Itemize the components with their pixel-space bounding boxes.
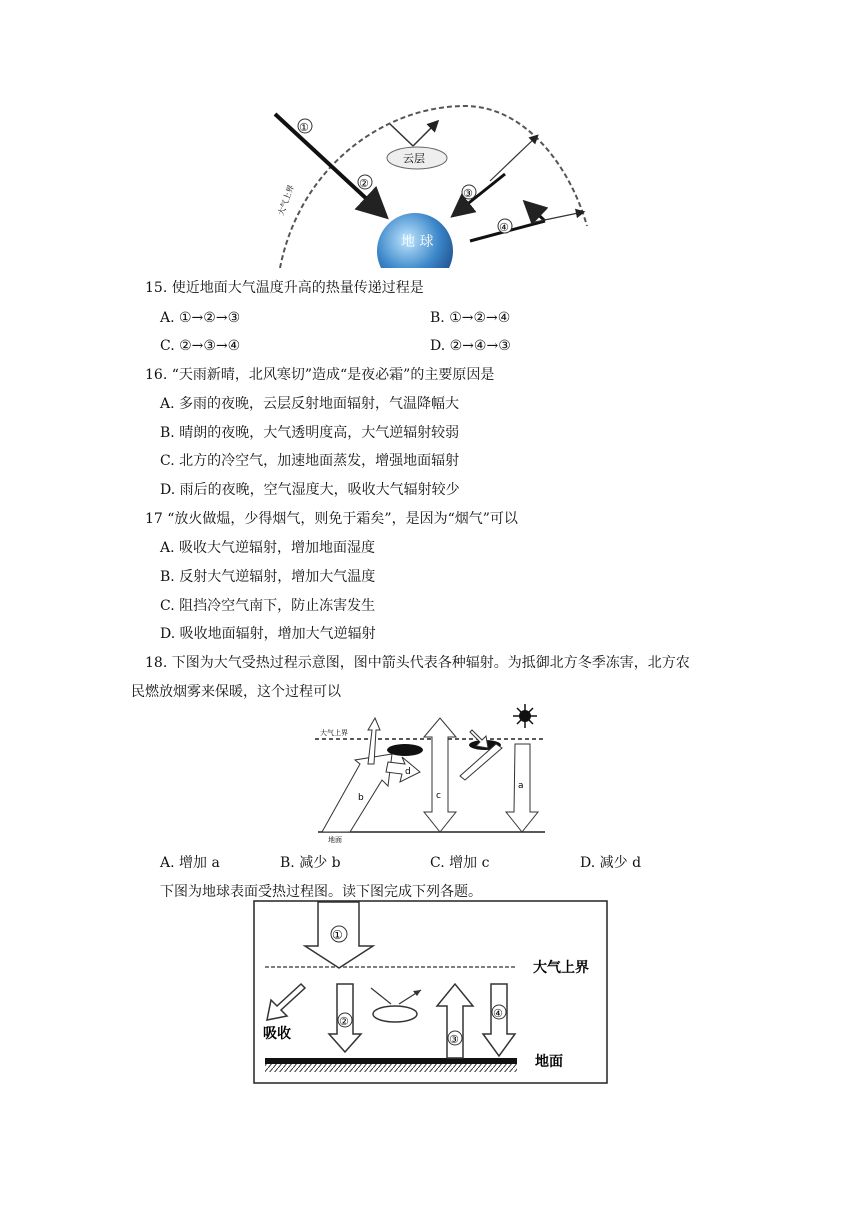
q16-option-b[interactable]: B. 晴朗的夜晚，大气透明度高，大气逆辐射较弱 — [160, 425, 460, 441]
arrow-c — [424, 718, 456, 832]
q16-stem: 16. “天雨新晴，北风寒切”造成“是夜必霜”的主要原因是 — [145, 367, 495, 383]
q17-option-b[interactable]: B. 反射大气逆辐射，增加大气温度 — [160, 569, 376, 585]
ground-label: 地面 — [535, 1054, 563, 1070]
q18-option-a[interactable]: A. 增加 a — [160, 855, 220, 871]
label-b: b — [358, 793, 364, 803]
earth-label: 地 球 — [401, 234, 434, 250]
label-4: ④ — [499, 221, 509, 234]
label-1: ① — [332, 928, 343, 942]
label-3: ③ — [449, 1033, 459, 1046]
q18-stem-line1: 18. 下图为大气受热过程示意图，图中箭头代表各种辐射。为抵御北方冬季冻害，北方农 — [145, 655, 690, 671]
cloud-label: 云层 — [403, 152, 425, 165]
label-a: a — [518, 781, 524, 791]
label-2: ② — [339, 1015, 349, 1028]
ground-bar — [265, 1058, 517, 1064]
boundary-label: 大气上界 — [533, 960, 589, 976]
cloud — [373, 1006, 417, 1022]
boundary-label: 大气上界 — [276, 183, 296, 217]
label-3: ③ — [463, 187, 473, 200]
q18-option-c[interactable]: C. 增加 c — [430, 855, 490, 871]
ground-hatch — [265, 1064, 517, 1072]
figure-heating-diagram-1 — [265, 96, 595, 268]
q17-option-a[interactable]: A. 吸收大气逆辐射，增加地面湿度 — [160, 540, 376, 556]
q15-option-a[interactable]: A. ①→②→③ — [160, 310, 241, 326]
q17-option-d[interactable]: D. 吸收地面辐射，增加大气逆辐射 — [160, 626, 376, 642]
sun-icon — [513, 704, 537, 728]
q18-option-b[interactable]: B. 减少 b — [280, 855, 341, 871]
figure-heating-diagram-3 — [253, 900, 608, 1084]
q15-option-b[interactable]: B. ①→②→④ — [430, 310, 511, 326]
q16-option-a[interactable]: A. 多雨的夜晚，云层反射地面辐射，气温降幅大 — [160, 396, 460, 412]
label-c: c — [436, 791, 441, 801]
absorb-label: 吸收 — [263, 1026, 291, 1042]
q17-stem: 17 “放火做煴，少得烟气，则免于霜矣”，是因为“烟气”可以 — [145, 511, 518, 527]
label-1: ① — [299, 121, 309, 134]
cloud-left — [387, 744, 423, 756]
q15-option-c[interactable]: C. ②→③→④ — [160, 338, 241, 354]
figure-heating-diagram-2 — [310, 702, 550, 847]
section-intro: 下图为地球表面受热过程图。读下图完成下列各题。 — [160, 884, 482, 900]
q18-option-d[interactable]: D. 减少 d — [580, 855, 642, 871]
q15-stem: 15. 使近地面大气温度升高的热量传递过程是 — [145, 280, 424, 296]
ground-label: 地面 — [328, 836, 342, 844]
q16-option-d[interactable]: D. 雨后的夜晚，空气湿度大，吸收大气辐射较少 — [160, 482, 460, 498]
q18-stem-line2: 民燃放烟雾来保暖，这个过程可以 — [131, 684, 341, 700]
label-d: d — [405, 767, 411, 777]
label-2: ② — [359, 177, 369, 190]
q16-option-c[interactable]: C. 北方的冷空气，加速地面蒸发，增强地面辐射 — [160, 453, 460, 469]
boundary-label: 大气上界 — [320, 729, 348, 737]
q15-option-d[interactable]: D. ②→④→③ — [430, 338, 511, 354]
q17-option-c[interactable]: C. 阻挡冷空气南下，防止冻害发生 — [160, 598, 376, 614]
label-4: ④ — [493, 1007, 503, 1020]
arrow-b — [322, 754, 392, 832]
